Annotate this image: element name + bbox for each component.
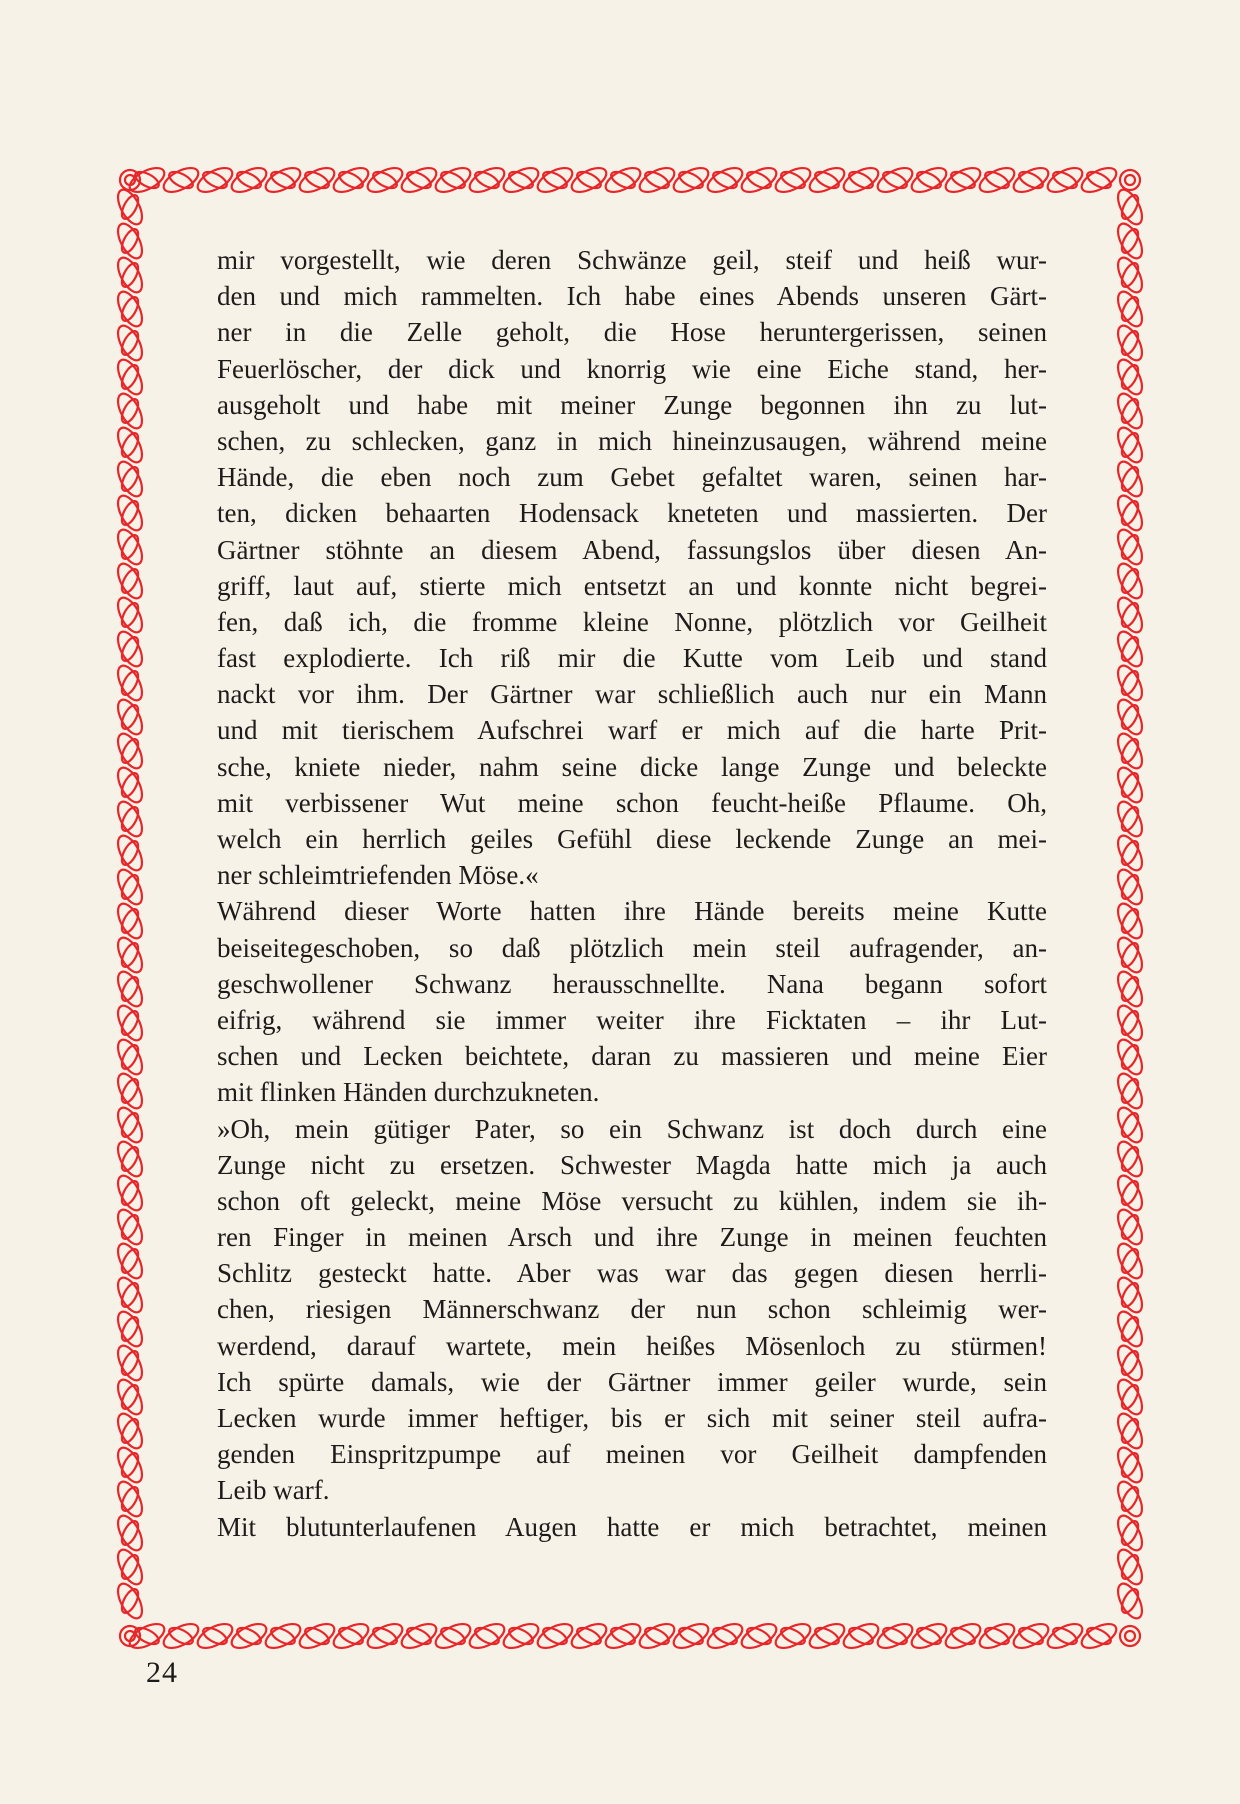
text-line: nackt vor ihm. Der Gärtner war schließlich auch nur ein Mann — [217, 679, 1047, 710]
text-line: Schlitz gesteckt hatte. Aber was war das gegen diesen herrli- — [217, 1258, 1047, 1289]
text-line: Hände, die eben noch zum Gebet gefaltet waren, seinen har- — [217, 462, 1047, 493]
text-line: griff, laut auf, stierte mich entsetzt an und konnte nicht begrei- — [217, 570, 1047, 601]
text-line: mit flinken Händen durchzukneten. — [217, 1077, 600, 1108]
text-line: ausgeholt und habe mit meiner Zunge begonnen ihn zu lut- — [217, 389, 1047, 420]
text-line: schen, zu schlecken, ganz in mich hineinzusaugen, während meine — [217, 425, 1047, 456]
text-line: und mit tierischem Aufschrei warf er mich auf die harte Prit- — [217, 715, 1047, 746]
text-line: ner schleimtriefenden Möse.« — [217, 860, 539, 891]
text-line: Während dieser Worte hatten ihre Hände bereits meine Kutte — [217, 896, 1047, 927]
text-line: werdend, darauf wartete, mein heißes Mösenloch zu stürmen! — [217, 1330, 1047, 1361]
text-line: schon oft geleckt, meine Möse versucht zu kühlen, indem sie ih- — [217, 1185, 1047, 1216]
text-line: Gärtner stöhnte an diesem Abend, fassungslos über diesen An- — [217, 534, 1047, 565]
text-line: geschwollener Schwanz herausschnellte. Nana begann sofort — [217, 968, 1047, 999]
text-line: mir vorgestellt, wie deren Schwänze geil, steif und heiß wur- — [217, 245, 1047, 275]
text-line: genden Einspritzpumpe auf meinen vor Geilheit dampfenden — [217, 1439, 1047, 1470]
text-line: »Oh, mein gütiger Pater, so ein Schwanz ist doch durch eine — [217, 1113, 1047, 1144]
text-line: schen und Lecken beichtete, daran zu massieren und meine Eier — [217, 1041, 1047, 1072]
text-line: den und mich rammelten. Ich habe eines Abends unseren Gärt- — [217, 281, 1047, 312]
text-line: mit verbissener Wut meine schon feucht-heiße Pflaume. Oh, — [217, 787, 1047, 818]
text-line: beiseitegeschoben, so daß plötzlich mein steil aufragender, an- — [217, 932, 1047, 963]
body-text — [217, 242, 1047, 1545]
page-number: 24 — [146, 1656, 178, 1689]
text-line: eifrig, während sie immer weiter ihre Ficktaten – ihr Lut- — [217, 1004, 1047, 1035]
text-line: fast explodierte. Ich riß mir die Kutte vom Leib und stand — [217, 643, 1047, 674]
text-line: welch ein herrlich geiles Gefühl diese leckende Zunge an mei- — [217, 824, 1047, 854]
text-line: Lecken wurde immer heftiger, bis er sich mit seiner steil aufra- — [217, 1403, 1047, 1433]
text-line: Feuerlöscher, der dick und knorrig wie eine Eiche stand, her- — [217, 353, 1047, 384]
text-line: sche, kniete nieder, nahm seine dicke lange Zunge und beleckte — [217, 751, 1047, 782]
text-line: ren Finger in meinen Arsch und ihre Zunge in meinen feuchten — [217, 1222, 1047, 1253]
text-line: fen, daß ich, die fromme kleine Nonne, plötzlich vor Geilheit — [217, 606, 1047, 637]
text-line: Ich spürte damals, wie der Gärtner immer geiler wurde, sein — [217, 1366, 1047, 1397]
text-line: Zunge nicht zu ersetzen. Schwester Magda hatte mich ja auch — [217, 1149, 1047, 1180]
text-line: chen, riesigen Männerschwanz der nun schon schleimig wer- — [217, 1294, 1047, 1325]
text-line: Mit blutunterlaufenen Augen hatte er mich betrachtet, meinen — [217, 1511, 1047, 1542]
text-line: ten, dicken behaarten Hodensack kneteten und massierten. Der — [217, 498, 1047, 529]
text-line: Leib warf. — [217, 1475, 330, 1506]
text-line: ner in die Zelle geholt, die Hose heruntergerissen, seinen — [217, 317, 1047, 348]
